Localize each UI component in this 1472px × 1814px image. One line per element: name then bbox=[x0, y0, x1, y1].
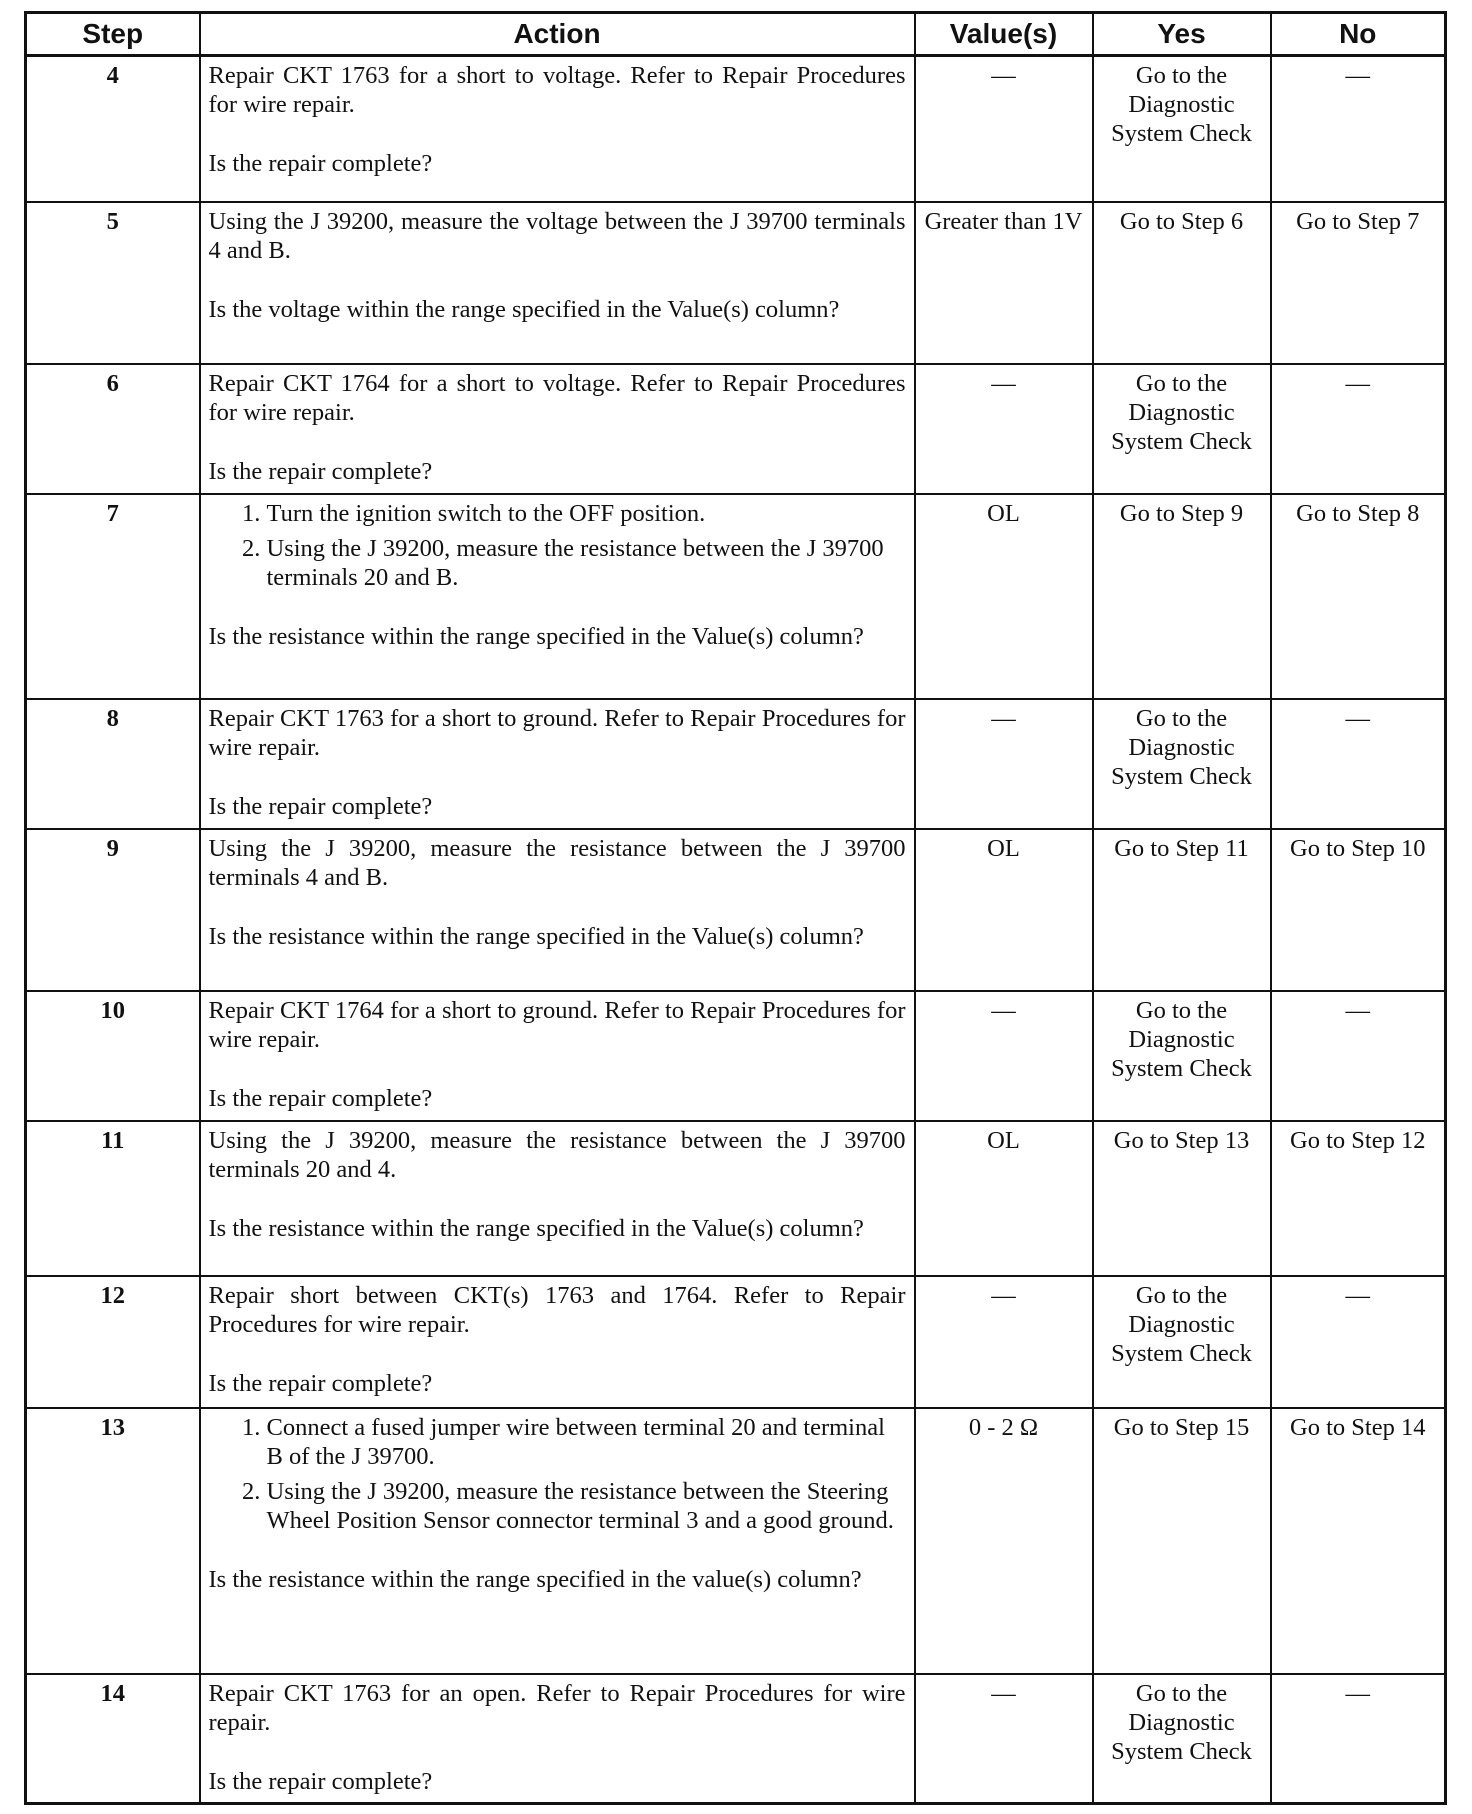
action-step-item: 2. Using the J 39200, measure the resistance between the Steering Wheel Position Sensor connector terminal 3 and a good ground. bbox=[267, 1477, 906, 1535]
action-text: Repair CKT 1763 for a short to ground. Refer to Repair Procedures for wire repair. bbox=[208, 704, 906, 761]
yes-cell: Go to Step 6 bbox=[1093, 202, 1271, 364]
header-value: Value(s) bbox=[915, 13, 1093, 56]
action-text: Repair CKT 1763 for an open. Refer to Repair Procedures for wire repair. bbox=[208, 1679, 906, 1736]
action-text: Using the J 39200, measure the resistance between the J 39700 terminals 20 and 4. bbox=[208, 1126, 906, 1183]
value-cell: — bbox=[915, 991, 1093, 1121]
action-cell bbox=[200, 1408, 915, 1674]
action-cell bbox=[200, 829, 915, 991]
step-cell: 4 bbox=[26, 56, 200, 202]
yes-cell: Go to Step 13 bbox=[1093, 1121, 1271, 1276]
no-cell: Go to Step 10 bbox=[1271, 829, 1446, 991]
value-cell: — bbox=[915, 1276, 1093, 1408]
header-step: Step bbox=[26, 13, 200, 56]
yes-cell: Go to Step 11 bbox=[1093, 829, 1271, 991]
value-cell: — bbox=[915, 699, 1093, 829]
step-cell: 11 bbox=[26, 1121, 200, 1276]
action-question: Is the repair complete? bbox=[208, 792, 433, 820]
no-cell: — bbox=[1271, 699, 1446, 829]
action-steps bbox=[209, 499, 906, 592]
no-cell: Go to Step 7 bbox=[1271, 202, 1446, 364]
yes-cell: Go to Step 15 bbox=[1093, 1408, 1271, 1674]
table-row bbox=[26, 56, 1446, 202]
action-steps bbox=[209, 1413, 906, 1535]
yes-cell: Go to the Diagnostic System Check bbox=[1093, 1674, 1271, 1804]
value-cell: Greater than 1V bbox=[915, 202, 1093, 364]
step-cell: 5 bbox=[26, 202, 200, 364]
action-step-item: 2. Using the J 39200, measure the resistance between the J 39700 terminals 20 and B. bbox=[267, 534, 906, 592]
value-cell: OL bbox=[915, 1121, 1093, 1276]
action-question: Is the voltage within the range specified in the Value(s) column? bbox=[208, 295, 840, 323]
step-cell: 9 bbox=[26, 829, 200, 991]
no-cell: — bbox=[1271, 1276, 1446, 1408]
action-cell bbox=[200, 56, 915, 202]
table-row bbox=[26, 1408, 1446, 1674]
action-question: Is the repair complete? bbox=[208, 1369, 433, 1397]
step-cell: 12 bbox=[26, 1276, 200, 1408]
value-cell: 0 - 2 Ω bbox=[915, 1408, 1093, 1674]
value-cell: — bbox=[915, 1674, 1093, 1804]
yes-cell: Go to the Diagnostic System Check bbox=[1093, 56, 1271, 202]
table-row bbox=[26, 202, 1446, 364]
action-cell bbox=[200, 1121, 915, 1276]
no-cell: — bbox=[1271, 991, 1446, 1121]
header-action: Action bbox=[200, 13, 915, 56]
step-cell: 7 bbox=[26, 494, 200, 699]
action-question: Is the resistance within the range specified in the Value(s) column? bbox=[208, 622, 864, 650]
action-question: Is the repair complete? bbox=[208, 150, 433, 177]
action-question: Is the resistance within the range specified in the Value(s) column? bbox=[208, 1214, 864, 1242]
value-cell: — bbox=[915, 364, 1093, 494]
no-cell: — bbox=[1271, 364, 1446, 494]
action-text: Repair short between CKT(s) 1763 and 1764. Refer to Repair Procedures for wire repair. bbox=[208, 1281, 906, 1338]
table-row bbox=[26, 991, 1446, 1121]
step-cell: 6 bbox=[26, 364, 200, 494]
table-row bbox=[26, 699, 1446, 829]
value-cell: — bbox=[915, 56, 1093, 202]
action-cell bbox=[200, 494, 915, 699]
yes-cell: Go to Step 9 bbox=[1093, 494, 1271, 699]
action-text: Using the J 39200, measure the voltage between the J 39700 terminals 4 and B. bbox=[208, 207, 906, 264]
no-cell: — bbox=[1271, 1674, 1446, 1804]
action-question: Is the repair complete? bbox=[208, 1084, 433, 1112]
header-no: No bbox=[1271, 13, 1446, 56]
no-cell: Go to Step 12 bbox=[1271, 1121, 1446, 1276]
action-cell bbox=[200, 364, 915, 494]
action-question: Is the repair complete? bbox=[208, 1767, 433, 1795]
step-cell: 14 bbox=[26, 1674, 200, 1804]
yes-cell: Go to the Diagnostic System Check bbox=[1093, 1276, 1271, 1408]
action-question: Is the repair complete? bbox=[208, 457, 433, 485]
action-text: Repair CKT 1763 for a short to voltage. Refer to Repair Procedures for wire repair. bbox=[208, 62, 906, 118]
action-cell bbox=[200, 202, 915, 364]
yes-cell: Go to the Diagnostic System Check bbox=[1093, 699, 1271, 829]
action-cell bbox=[200, 991, 915, 1121]
action-text: Using the J 39200, measure the resistance between the J 39700 terminals 4 and B. bbox=[208, 834, 906, 891]
yes-cell: Go to the Diagnostic System Check bbox=[1093, 364, 1271, 494]
action-question: Is the resistance within the range specified in the value(s) column? bbox=[208, 1565, 862, 1593]
table-header-row bbox=[26, 13, 1446, 56]
table-row bbox=[26, 1276, 1446, 1408]
table-row bbox=[26, 1121, 1446, 1276]
action-step-item: 1. Turn the ignition switch to the OFF position. bbox=[267, 499, 906, 528]
no-cell: Go to Step 14 bbox=[1271, 1408, 1446, 1674]
action-cell bbox=[200, 1276, 915, 1408]
step-cell: 13 bbox=[26, 1408, 200, 1674]
diagnostic-table bbox=[24, 11, 1447, 1805]
action-step-item: 1. Connect a fused jumper wire between terminal 20 and terminal B of the J 39700. bbox=[267, 1413, 906, 1471]
header-yes: Yes bbox=[1093, 13, 1271, 56]
no-cell: Go to Step 8 bbox=[1271, 494, 1446, 699]
action-cell bbox=[200, 1674, 915, 1804]
value-cell: OL bbox=[915, 494, 1093, 699]
table-row bbox=[26, 829, 1446, 991]
step-cell: 8 bbox=[26, 699, 200, 829]
value-cell: OL bbox=[915, 829, 1093, 991]
yes-cell: Go to the Diagnostic System Check bbox=[1093, 991, 1271, 1121]
no-cell: — bbox=[1271, 56, 1446, 202]
action-text: Repair CKT 1764 for a short to ground. Refer to Repair Procedures for wire repair. bbox=[208, 996, 906, 1053]
action-cell bbox=[200, 699, 915, 829]
action-text: Repair CKT 1764 for a short to voltage. Refer to Repair Procedures for wire repair. bbox=[208, 369, 906, 426]
action-question: Is the resistance within the range specified in the Value(s) column? bbox=[208, 922, 864, 950]
diagnostic-table-page bbox=[24, 11, 1444, 1805]
table-row bbox=[26, 494, 1446, 699]
table-row bbox=[26, 364, 1446, 494]
table-row bbox=[26, 1674, 1446, 1804]
step-cell: 10 bbox=[26, 991, 200, 1121]
